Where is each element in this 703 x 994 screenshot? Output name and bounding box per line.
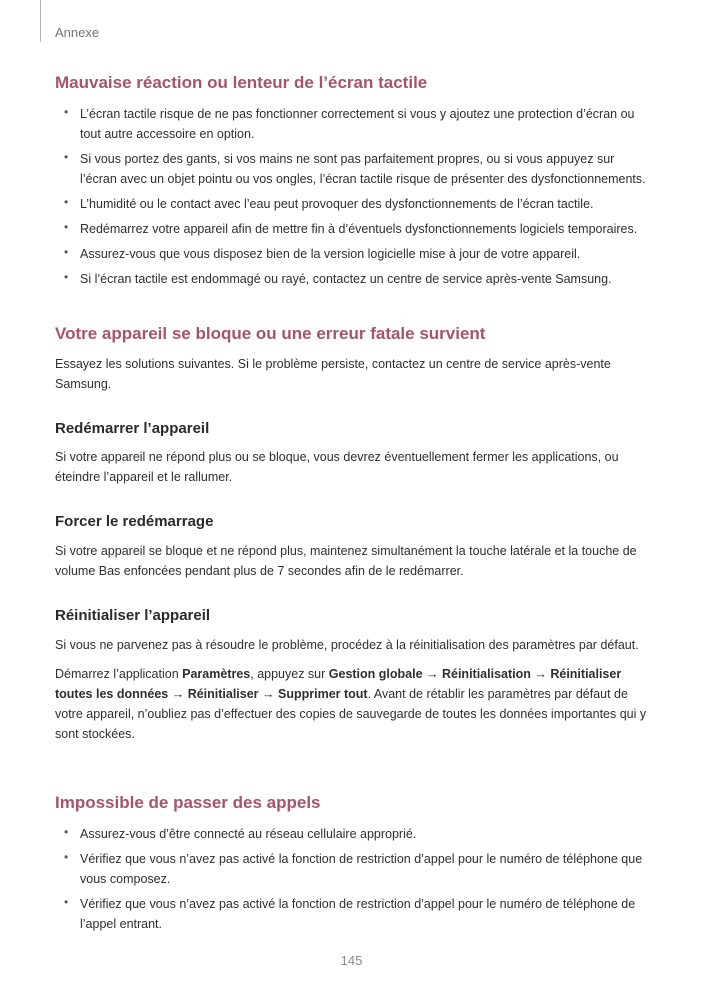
arrow-separator: → [258, 686, 279, 701]
subsection-title-restart: Redémarrer l’appareil [55, 419, 210, 437]
arrow-separator: → [530, 666, 551, 681]
bullet-item [55, 239, 648, 264]
bullet-icon: • [64, 245, 69, 260]
bullet-list-calls [55, 813, 648, 934]
spacer [55, 766, 648, 780]
section-title-touchscreen: Mauvaise réaction ou lenteur de l’écran tactile [55, 73, 428, 92]
header-divider [40, 0, 41, 42]
spacer [55, 289, 648, 311]
bullet-item [55, 889, 648, 934]
bullet-icon: • [64, 270, 69, 285]
bullet-item [55, 99, 648, 144]
path-segment: , appuyez sur [250, 666, 329, 681]
bullet-icon: • [64, 850, 69, 864]
section-title-calls: Impossible de passer des appels [55, 792, 321, 812]
bullet-text: Assurez-vous que vous disposez bien de la version logicielle mise à jour de votre appareil. [80, 247, 581, 262]
spacer [55, 744, 648, 766]
bullet-text: Vérifiez que vous n’avez pas activé la fonction de restriction d’appel pour le numéro de téléphone que vous composez. [80, 852, 643, 886]
section-title-freeze: Votre appareil se bloque ou une erreur fatale survient [55, 324, 486, 344]
bullet-list-touchscreen [55, 93, 648, 289]
page-content [55, 72, 648, 934]
bullet-item [55, 189, 648, 214]
page-number: 145 [340, 953, 363, 968]
path-segment-reset-button: Réinitialiser [187, 686, 259, 701]
bullet-text: Redémarrez votre appareil afin de mettre fin à d’éventuels dysfonctionnements logiciels temporaires. [80, 222, 638, 237]
paragraph-reset: Si vous ne parvenez pas à résoudre le problème, procédez à la réinitialisation des paramètres par défaut. [55, 637, 639, 652]
path-segment: . Avant de rétablir les paramètres par défaut de votre appareil, n’oubliez pas d’effectuer des copies de sauvegarde de toutes les données importantes qui y sont stockées. [55, 686, 647, 741]
bullet-icon: • [64, 895, 69, 909]
bullet-item [55, 214, 648, 239]
path-segment: Démarrez l’application [55, 666, 183, 681]
bullet-text: L’humidité ou le contact avec l’eau peut provoquer des dysfonctionnements de l’écran tactile. [80, 197, 594, 212]
paragraph-restart: Si votre appareil ne répond plus ou se bloque, vous devrez éventuellement fermer les applications, ou éteindre l’appareil et le rallumer. [55, 450, 619, 485]
path-segment-factory-reset: Réinitialiser toutes les données [55, 666, 622, 701]
running-head: Annexe [55, 25, 100, 40]
subsection-title-force-restart: Forcer le redémarrage [55, 513, 214, 531]
bullet-icon: • [64, 105, 69, 120]
bullet-item [55, 144, 648, 189]
subsection-title-reset: Réinitialiser l’appareil [55, 607, 211, 624]
paragraph-force-restart: Si votre appareil se bloque et ne répond plus, maintenez simultanément la touche latérale et la touche de volume Bas enfoncées pendant plus de 7 secondes afin de le redémarrer. [55, 544, 637, 578]
bullet-icon: • [64, 220, 69, 235]
path-segment-general-management: Gestion globale [328, 666, 423, 681]
arrow-separator: → [168, 686, 188, 701]
bullet-text: Si vous portez des gants, si vos mains ne sont pas parfaitement propres, ou si vous appuyez sur l’écran avec un objet pointu ou vos ongles, l’écran tactile risque de présenter des dysfonctionnements. [80, 152, 646, 187]
bullet-text: Si l’écran tactile est endommagé ou rayé, contactez un centre de service après-vente Samsung. [80, 272, 612, 287]
path-segment-settings: Paramètres [182, 666, 251, 681]
bullet-text: L’écran tactile risque de ne pas fonctionner correctement si vous y ajoutez une protection d’écran ou tout autre accessoire en option. [80, 107, 635, 142]
arrow-separator: → [422, 666, 442, 681]
bullet-item [55, 264, 648, 289]
bullet-icon: • [64, 195, 69, 210]
bullet-icon: • [64, 825, 69, 839]
path-segment-delete-all: Supprimer tout [278, 686, 368, 701]
path-segment-reset-menu: Réinitialisation [441, 666, 531, 681]
paragraph-reset-path [55, 655, 648, 744]
bullet-item [55, 819, 648, 844]
section-intro: Essayez les solutions suivantes. Si le problème persiste, contactez un centre de service après-vente Samsung. [55, 356, 611, 391]
bullet-icon: • [64, 150, 69, 165]
bullet-text: Assurez-vous d’être connecté au réseau cellulaire approprié. [80, 827, 417, 841]
bullet-text: Vérifiez que vous n’avez pas activé la fonction de restriction d’appel pour le numéro de téléphone de l’appel entrant. [80, 897, 636, 931]
bullet-item [55, 844, 648, 889]
